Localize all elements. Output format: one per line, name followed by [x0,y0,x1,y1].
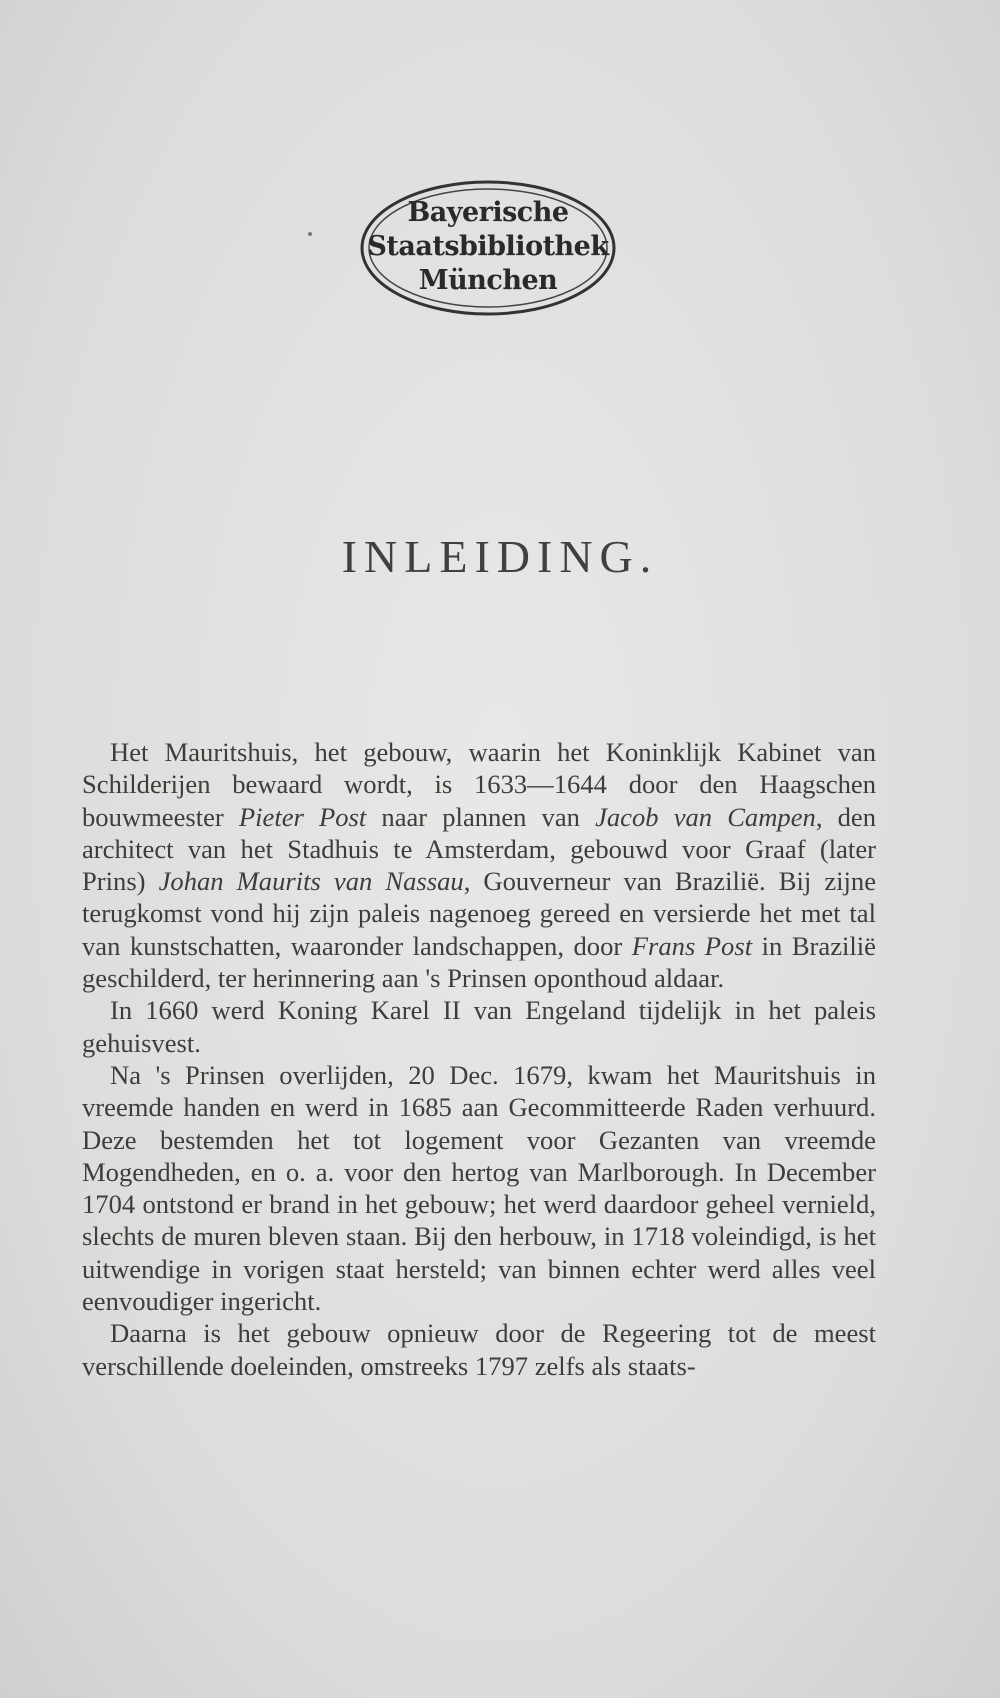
text-run: , den architect van het Stadhuis te Amsterdam, gebouwd voor Graaf (later Prins) [82,801,877,897]
paragraph [82,736,876,994]
text-run: Na 's Prinsen overlijden, 20 Dec. 1679, kwam het Mauritshuis in vreemde handen en werd in 1685 aan Gecommitteerde Raden verhuurd. Deze bestemden het tot logement voor Gezanten van vreemde Mogendheden, en o. a. voor den hertog van Marlborough. In December 1704 ontstond er brand in het gebouw; het werd daardoor geheel vernield, slechts de muren bleven staan. Bij den herbouw, in 1718 voleindigd, is het uitwendige in vorigen staat hersteld; van binnen echter werd alles veel eenvoudiger ingericht. [82,1059,876,1317]
stamp-line-2: Staatsbibliothek [367,231,609,262]
text-run: naar plannen van [366,801,596,832]
paragraph [82,1059,876,1317]
paragraph [82,1317,876,1382]
italic-name: Johan Maurits van Nassau [158,866,464,897]
italic-name: Frans Post [631,930,753,961]
text-run: Daarna is het gebouw opnieuw door de Regeering tot de meest verschillende doeleinden, omstreeks 1797 zelfs als staats- [82,1318,876,1381]
stamp-text [357,196,619,298]
paragraph [82,994,876,1059]
text-run: In 1660 werd Koning Karel II van Engeland tijdelijk in het paleis gehuisvest. [82,995,876,1058]
text-run: , Gouverneur van Brazilië. Bij zijne terugkomst vond hij zijn paleis nagenoeg gereed en versierde het met tal van kunstschatten, waaronder landschappen, door [82,866,877,961]
text-run: Het Mauritshuis, het gebouw, waarin het Koninklijk Kabinet van Schilderijen bewaard wordt, is 1633—1644 door den Haagschen bouwmeester [82,737,876,832]
library-stamp [357,176,619,320]
text-run: in Brazilië geschilderd, ter herinnering aan 's Prinsen oponthoud aldaar. [82,930,876,994]
chapter-title: INLEIDING. [341,531,659,582]
stamp-line-1: Bayerische [407,197,569,228]
italic-name: Jacob van Campen [595,801,816,832]
italic-name: Pieter Post [238,801,367,832]
stamp-line-3: München [418,265,558,296]
body-text [82,736,876,1382]
ink-speck [308,232,312,236]
